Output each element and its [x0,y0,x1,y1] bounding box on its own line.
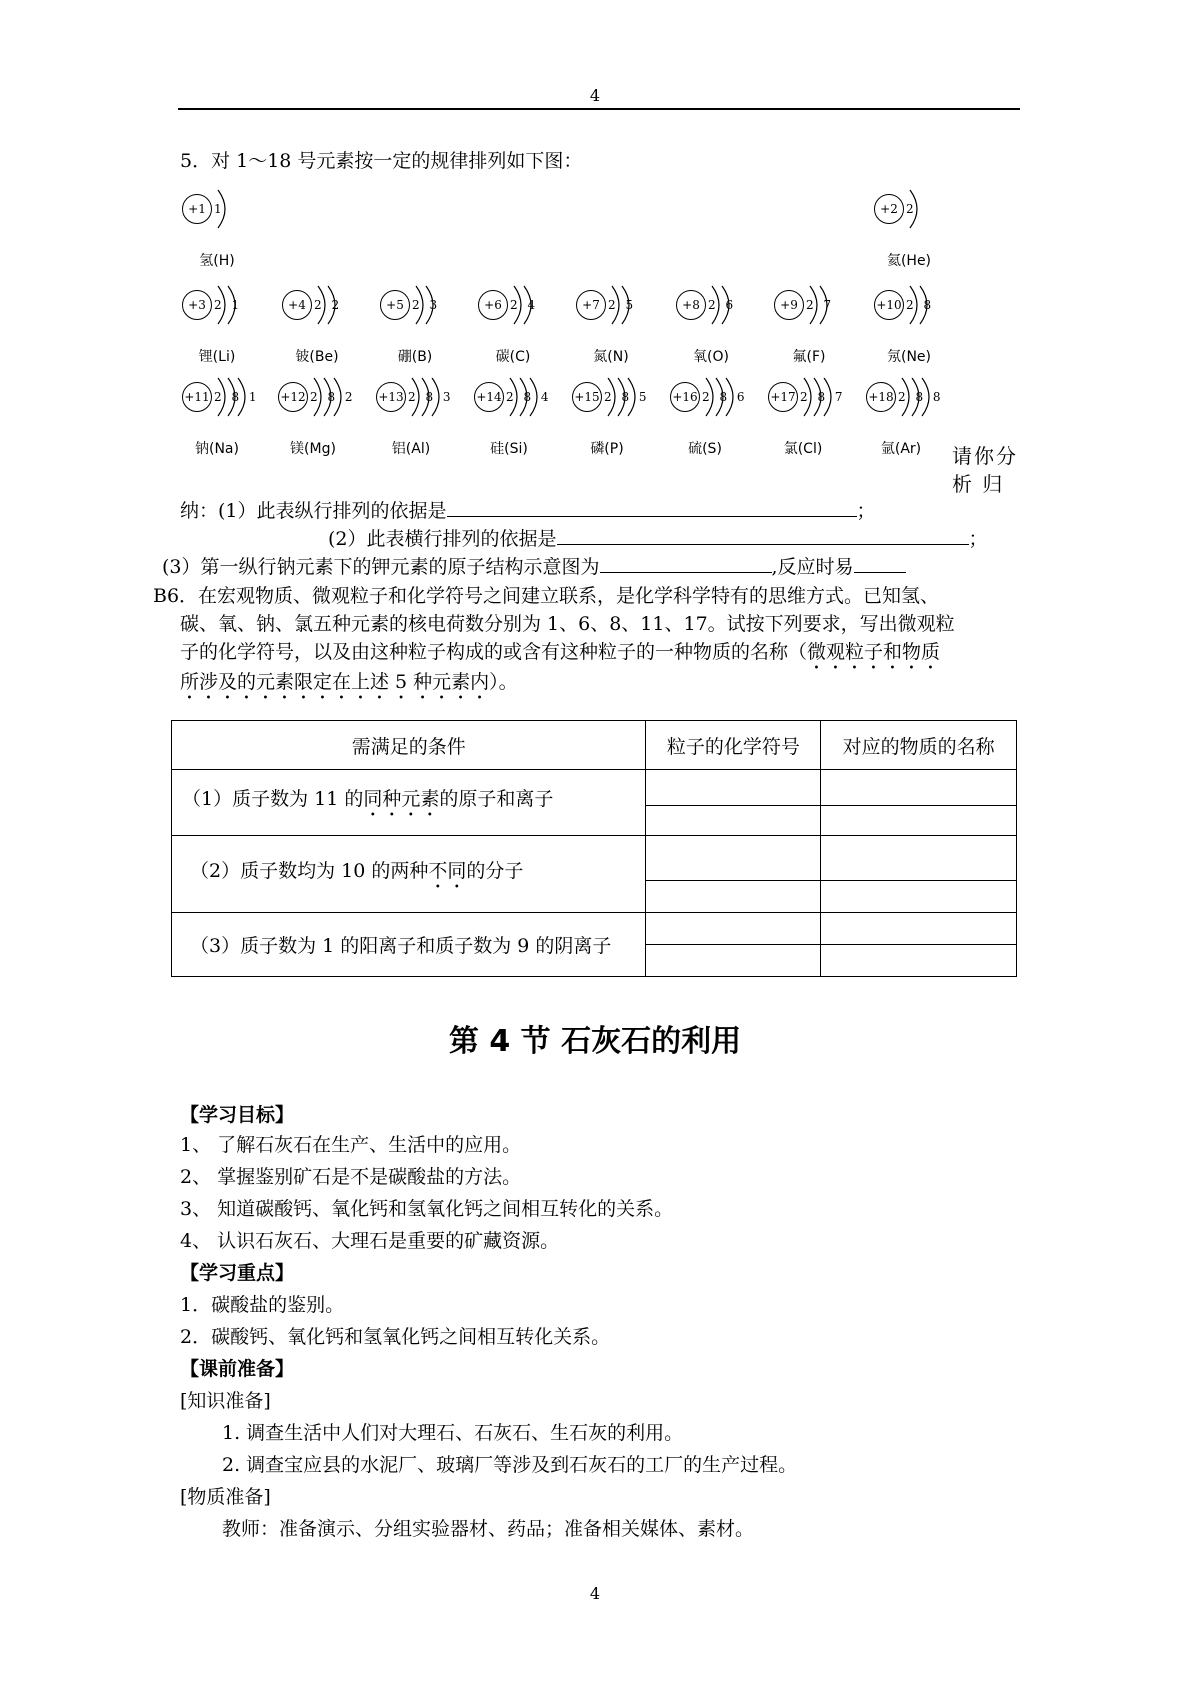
answer-cell[interactable] [821,913,1017,945]
atom-element-name: 磷(P) [590,441,624,457]
condition-2-emphasis: 不同 [428,859,467,882]
atom-diagram-item [376,376,458,466]
atom-diagram-item [774,284,856,374]
q5-intro: 5．对 1～18 号元素按一定的规律排列如下图： [180,150,583,172]
q5-question-3-text: (3）第一纵行钠元素下的钾元素的原子结构示意图为 [162,556,600,578]
answer-cell[interactable] [821,806,1017,836]
condition-2-end: 的分子 [466,859,524,882]
b6-line-4-end: ）。 [489,671,518,693]
answer-cell[interactable] [646,806,821,836]
table-row [172,913,1017,945]
atom-shell-electrons: 2 4 [510,298,539,312]
conditions-table [171,720,1017,977]
atom-shell-electrons: 2 8 1 [214,390,260,404]
atom-nucleus: +18 [866,382,896,412]
q5-answer-2-blank[interactable] [557,527,969,545]
goal-item: 2、 掌握鉴别矿石是不是碳酸盐的方法。 [180,1166,522,1188]
answer-cell[interactable] [821,881,1017,913]
knowledge-prep-item: 1. 调查生活中人们对大理石、石灰石、生石灰的利用。 [222,1422,684,1444]
answer-cell[interactable] [646,881,821,913]
atom-shell-electrons: 2 8 5 [604,390,650,404]
atom-element-name: 硅(Si) [490,441,528,457]
atom-diagram-item [676,284,758,374]
b6-line-2: 碳、氧、钠、氯五种元素的核电荷数分别为 1、6、8、11、17。试按下列要求，写出微观粒 [180,613,955,635]
atom-nucleus: +3 [182,290,212,320]
b6-line-3-emphasis: 微观粒子和物质 [807,641,941,663]
atom-nucleus: +2 [874,194,904,224]
atom-shell-electrons: 2 [906,202,917,216]
atom-nucleus: +10 [874,290,904,320]
q5-question-2 [328,524,988,551]
q5-question-1-end: ； [856,500,876,522]
answer-cell[interactable] [821,770,1017,806]
b6-line-4-emphasis: 所涉及的元素限定在上述 5 种元素内 [180,671,490,693]
atom-diagram-item [670,376,752,466]
atom-shell-electrons: 2 8 6 [702,390,748,404]
table-header-substance: 对应的物质的名称 [821,721,1017,770]
atom-element-name: 氩(Ar) [880,441,922,457]
b6-line-4 [180,667,518,704]
condition-1-text: （1）质子数为 11 的 [182,788,364,810]
atom-diagram-item [768,376,850,466]
atom-nucleus: +1 [182,194,212,224]
answer-cell[interactable] [646,945,821,977]
atom-nucleus: +15 [572,382,602,412]
atom-element-name: 氯(Cl) [783,441,823,457]
atom-nucleus: +12 [278,382,308,412]
atom-element-name: 氧(O) [693,349,729,365]
preparation-heading: 【课前准备】 [180,1358,295,1380]
atom-element-name: 锂(Li) [198,349,236,365]
table-condition-2 [172,836,646,913]
table-row [172,770,1017,806]
atom-diagram-item [572,376,654,466]
atom-diagram-item [380,284,462,374]
atom-shell-electrons: 2 8 8 [898,390,944,404]
atom-shell-electrons: 2 3 [412,298,441,312]
table-header-row [172,721,1017,770]
goals-heading: 【学习目标】 [180,1104,295,1126]
atom-element-name: 铝(Al) [391,441,431,457]
atom-nucleus: +17 [768,382,798,412]
knowledge-prep-heading: [知识准备] [180,1390,271,1412]
q5-question-2-end: ； [968,528,988,550]
atom-element-name: 镁(Mg) [290,441,336,457]
answer-cell[interactable] [646,836,821,881]
material-prep-text: 教师：准备演示、分组实验器材、药品；准备相关媒体、素材。 [222,1518,755,1540]
atom-element-name: 氟(F) [792,349,826,365]
atom-nucleus: +4 [282,290,312,320]
goal-item: 4、 认识石灰石、大理石是重要的矿藏资源。 [180,1230,560,1252]
atom-shell-electrons: 2 1 [214,298,243,312]
q5-question-3 [162,552,906,579]
table-header-condition: 需满足的条件 [172,721,646,770]
section-title: 第 4 节 石灰石的利用 [448,1024,742,1059]
q5-answer-3a-blank[interactable] [600,555,772,573]
material-prep-heading: [物质准备] [180,1486,271,1508]
atom-nucleus: +9 [774,290,804,320]
atom-nucleus: +6 [478,290,508,320]
header-page-number: 4 [589,86,601,105]
table-row [172,836,1017,881]
atom-diagram-item [278,376,360,466]
atom-element-name: 氖(Ne) [886,349,931,365]
condition-2-text: （2）质子数均为 10 的两种 [190,859,429,882]
atom-diagram-item [474,376,556,466]
q5-side-text-1: 请你分 [952,444,1018,468]
q5-answer-3b-blank[interactable] [854,555,906,573]
atom-shell-electrons: 2 7 [806,298,835,312]
table-condition-1 [172,770,646,836]
atom-shell-electrons: 2 8 [906,298,935,312]
atom-shell-electrons: 2 8 7 [800,390,846,404]
atom-nucleus: +13 [376,382,406,412]
key-points-heading: 【学习重点】 [180,1262,295,1284]
q5-question-1-text: 纳：(1）此表纵行排列的依据是 [180,500,447,522]
atom-shell-electrons: 1 [214,202,225,216]
header-rule [178,108,1020,110]
atom-diagram-item [182,284,264,374]
atom-element-name: 硫(S) [688,441,722,457]
condition-1-end: 的原子和离子 [439,788,554,810]
atom-diagram-item [866,376,948,466]
answer-cell[interactable] [646,770,821,806]
key-point-item: 1．碳酸盐的鉴别。 [180,1294,345,1316]
footer-page-number: 4 [589,1584,601,1603]
atom-diagram-item [576,284,658,374]
knowledge-prep-item: 2. 调查宝应县的水泥厂、玻璃厂等涉及到石灰石的工厂的生产过程。 [222,1454,798,1476]
atom-element-name: 氮(N) [593,349,629,365]
atom-nucleus: +11 [182,382,212,412]
atom-nucleus: +8 [676,290,706,320]
atom-diagram-item [282,284,364,374]
atom-element-name: 铍(Be) [295,349,339,365]
table-condition-3: （3）质子数为 1 的阳离子和质子数为 9 的阴离子 [172,913,646,977]
table-header-symbol: 粒子的化学符号 [646,721,821,770]
b6-line-3-text: 子的化学符号，以及由这种粒子构成的或含有这种粒子的一种物质的名称（ [180,641,808,663]
atom-element-name: 钠(Na) [195,441,239,457]
q5-question-3-mid: ,反应时易 [771,556,854,578]
key-point-item: 2．碳酸钙、氧化钙和氢氧化钙之间相互转化关系。 [180,1326,611,1348]
atom-shell-electrons: 2 2 [314,298,343,312]
atom-shell-electrons: 2 5 [608,298,637,312]
atom-diagram-item [874,284,956,374]
atom-nucleus: +7 [576,290,606,320]
q5-answer-1-blank[interactable] [447,499,857,517]
q5-question-1 [180,496,876,523]
atom-diagram-item [182,376,264,466]
condition-1-emphasis: 同种元素 [363,788,440,810]
atom-element-name: 氢(H) [199,253,235,269]
atom-element-name: 硼(B) [397,349,433,365]
answer-cell[interactable] [821,945,1017,977]
atom-diagram-item [182,188,264,278]
atom-shell-electrons: 2 8 4 [506,390,552,404]
atom-element-name: 碳(C) [495,349,531,365]
b6-line-1: B6．在宏观物质、微观粒子和化学符号之间建立联系，是化学科学特有的思维方式。已知氢、 [153,585,940,607]
atom-nucleus: +5 [380,290,410,320]
atom-nucleus: +16 [670,382,700,412]
goal-item: 1、 了解石灰石在生产、生活中的应用。 [180,1134,522,1156]
atom-shell-electrons: 2 6 [708,298,737,312]
answer-cell[interactable] [646,913,821,945]
atom-diagram-item [478,284,560,374]
goal-item: 3、 知道碳酸钙、氧化钙和氢氧化钙之间相互转化的关系。 [180,1198,674,1220]
answer-cell[interactable] [821,836,1017,881]
atom-diagram-item [874,188,956,278]
atom-nucleus: +14 [474,382,504,412]
q5-question-2-text: (2）此表横行排列的依据是 [328,528,557,550]
atom-shell-electrons: 2 8 3 [408,390,454,404]
atom-shell-electrons: 2 8 2 [310,390,356,404]
atom-element-name: 氦(He) [886,253,932,269]
q5-side-text-2: 析 归 [952,472,1005,496]
